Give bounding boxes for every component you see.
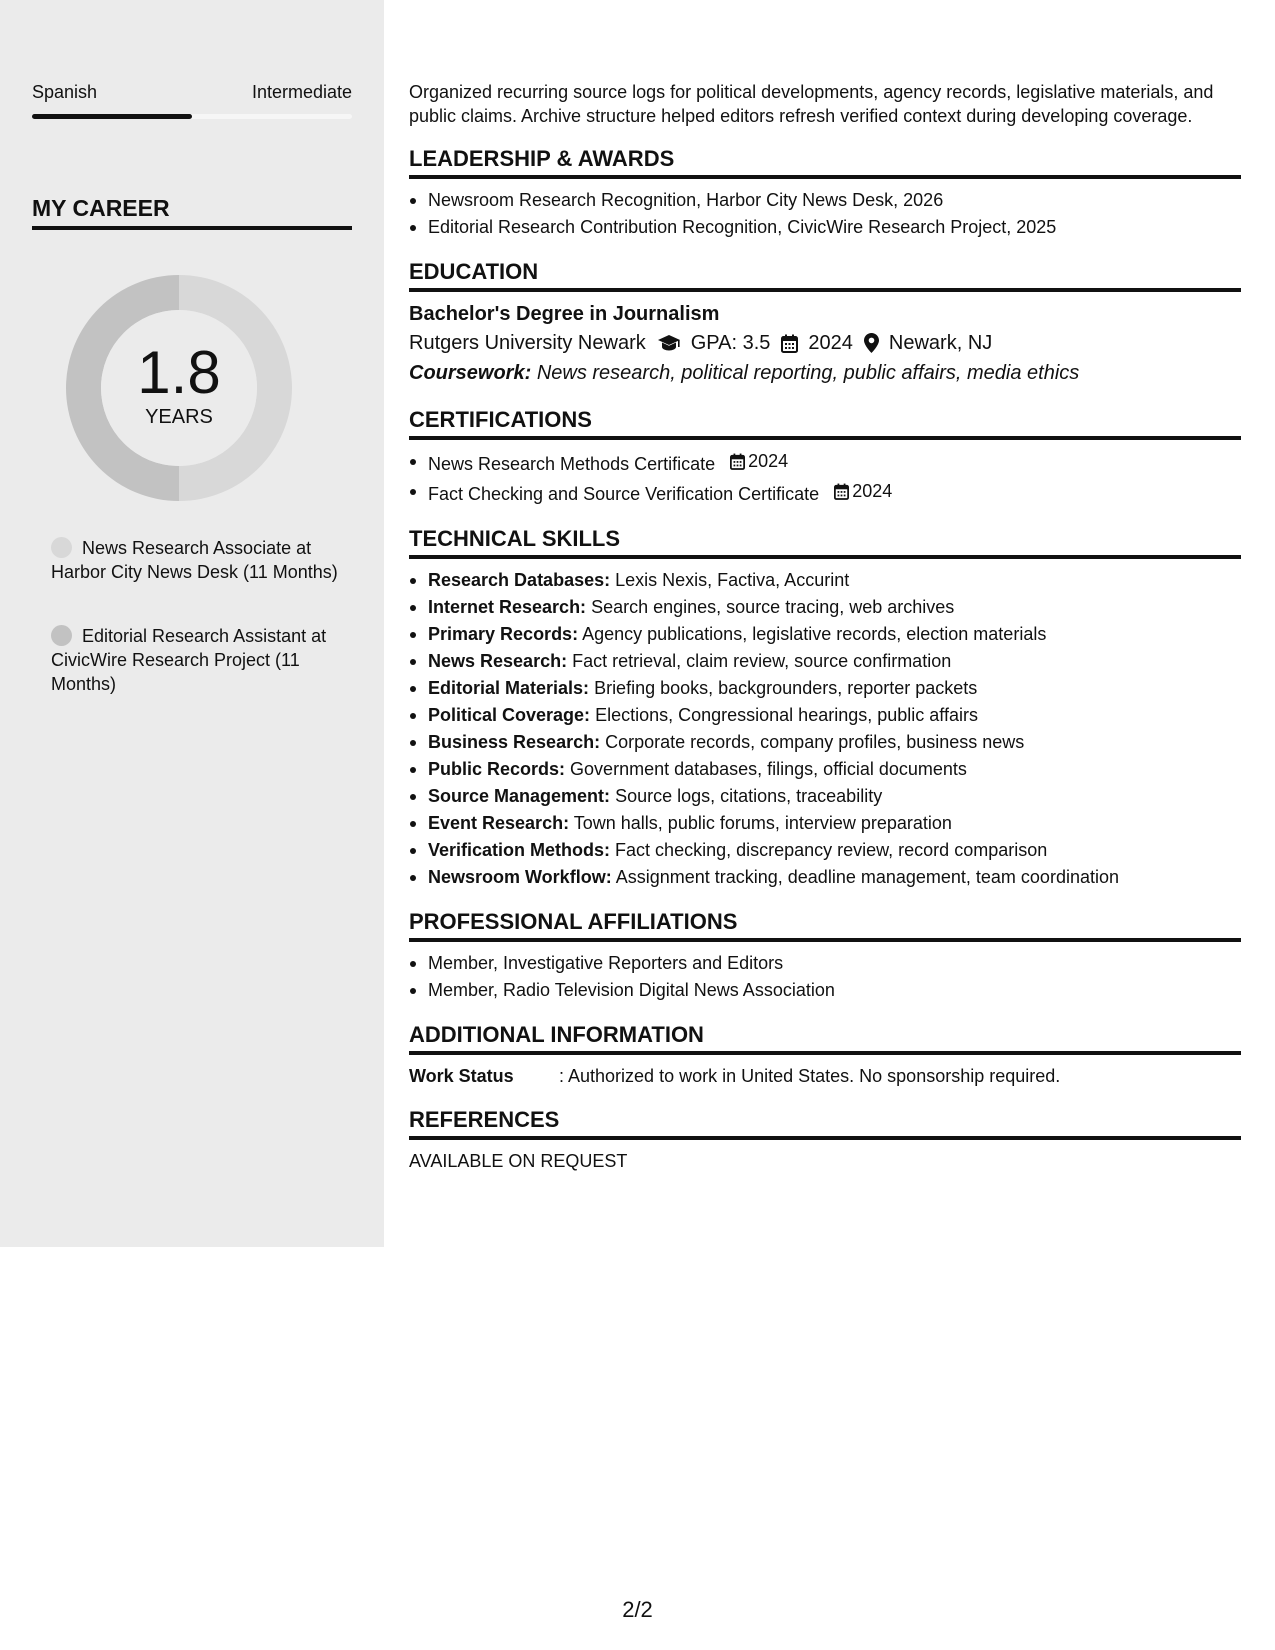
skill-text: Fact checking, discrepancy review, record comparison bbox=[615, 840, 1048, 860]
skill-label: Public Records: bbox=[428, 759, 566, 779]
skill-item bbox=[409, 810, 1241, 837]
map-pin-icon bbox=[864, 333, 879, 353]
certifications-list bbox=[409, 448, 1241, 508]
calendar-icon bbox=[834, 483, 849, 500]
skills-heading: TECHNICAL SKILLS bbox=[409, 526, 1241, 559]
language-proficiency-bar bbox=[32, 114, 352, 119]
skill-label: Political Coverage: bbox=[428, 705, 591, 725]
coursework-label: Coursework: bbox=[409, 362, 532, 384]
skill-item bbox=[409, 864, 1241, 891]
skill-item bbox=[409, 648, 1241, 675]
education-heading: EDUCATION bbox=[409, 259, 1241, 292]
skill-text: Source logs, citations, traceability bbox=[615, 786, 883, 806]
skill-text: Corporate records, company profiles, business news bbox=[605, 732, 1025, 752]
experience-years-label: YEARS bbox=[145, 405, 213, 428]
career-item-text: News Research Associate at Harbor City News Desk (11 Months) bbox=[51, 538, 338, 582]
skill-item bbox=[409, 756, 1241, 783]
sidebar bbox=[0, 0, 384, 1247]
skill-label: Newsroom Workflow: bbox=[428, 867, 612, 887]
skill-label: Primary Records: bbox=[428, 624, 579, 644]
skill-item bbox=[409, 837, 1241, 864]
list-item: Newsroom Research Recognition, Harbor City News Desk, 2026 bbox=[409, 187, 1241, 214]
page-number: 2/2 bbox=[622, 1597, 653, 1622]
skill-label: Business Research: bbox=[428, 732, 601, 752]
certification-name: Fact Checking and Source Verification Certificate bbox=[428, 484, 820, 504]
list-item: Editorial Research Contribution Recognition, CivicWire Research Project, 2025 bbox=[409, 214, 1241, 241]
calendar-icon bbox=[781, 334, 798, 353]
language-row bbox=[32, 82, 352, 103]
certification-name: News Research Methods Certificate bbox=[428, 454, 716, 474]
list-item: Member, Investigative Reporters and Editors bbox=[409, 950, 1241, 977]
experience-years-value: 1.8 bbox=[137, 338, 221, 406]
additional-info-heading: ADDITIONAL INFORMATION bbox=[409, 1022, 1241, 1055]
skill-item bbox=[409, 702, 1241, 729]
skill-item bbox=[409, 594, 1241, 621]
language-name: Spanish bbox=[32, 82, 98, 102]
skill-item bbox=[409, 783, 1241, 810]
skill-label: Verification Methods: bbox=[428, 840, 611, 860]
career-heading: MY CAREER bbox=[32, 195, 352, 230]
skill-label: Research Databases: bbox=[428, 570, 611, 590]
career-legend-dot bbox=[51, 625, 72, 646]
skill-text: Briefing books, backgrounders, reporter packets bbox=[594, 678, 978, 698]
career-item-text: Editorial Research Assistant at CivicWire Research Project (11 Months) bbox=[51, 626, 327, 694]
skill-text: Government databases, filings, official documents bbox=[570, 759, 967, 779]
skill-item bbox=[409, 621, 1241, 648]
language-proficiency-fill bbox=[32, 114, 192, 119]
skill-text: Town halls, public forums, interview preparation bbox=[573, 813, 952, 833]
calendar-icon bbox=[730, 453, 745, 470]
intro-paragraph: Organized recurring source logs for political developments, agency records, legislative materials, and public claims. Archive structure helped editors refresh verified context during developing coverage. bbox=[409, 82, 1214, 126]
skill-label: Source Management: bbox=[428, 786, 611, 806]
career-legend-dot bbox=[51, 537, 72, 558]
awards-heading: LEADERSHIP & AWARDS bbox=[409, 146, 1241, 179]
work-status-row bbox=[409, 1063, 1241, 1089]
language-level: Intermediate bbox=[251, 82, 352, 102]
education-location: Newark, NJ bbox=[888, 332, 993, 354]
work-status-value: : Authorized to work in United States. No sponsorship required. bbox=[559, 1066, 1061, 1086]
certification-year: 2024 bbox=[852, 481, 893, 501]
skill-text: Lexis Nexis, Factiva, Accurint bbox=[615, 570, 850, 590]
skill-label: Internet Research: bbox=[428, 597, 587, 617]
main-content bbox=[409, 80, 1241, 1174]
certification-year: 2024 bbox=[748, 451, 789, 471]
skill-label: News Research: bbox=[428, 651, 568, 671]
education-year: 2024 bbox=[808, 332, 853, 354]
skill-label: Editorial Materials: bbox=[428, 678, 590, 698]
education-coursework bbox=[409, 358, 1241, 389]
affiliations-list bbox=[409, 950, 1241, 1004]
skill-item bbox=[409, 675, 1241, 702]
list-item: Member, Radio Television Digital News Association bbox=[409, 977, 1241, 1004]
awards-list bbox=[409, 187, 1241, 241]
education-gpa: GPA: 3.5 bbox=[690, 332, 771, 354]
career-item bbox=[51, 624, 341, 696]
skills-list bbox=[409, 567, 1241, 891]
list-item bbox=[409, 448, 1241, 478]
skill-item bbox=[409, 729, 1241, 756]
skill-text: Elections, Congressional hearings, public affairs bbox=[595, 705, 978, 725]
education-meta bbox=[409, 328, 1241, 358]
list-item bbox=[409, 478, 1241, 508]
graduation-cap-icon bbox=[657, 334, 681, 352]
skill-text: Search engines, source tracing, web archives bbox=[591, 597, 955, 617]
education-degree: Bachelor's Degree in Journalism bbox=[409, 303, 720, 325]
certifications-heading: CERTIFICATIONS bbox=[409, 407, 1241, 440]
career-item bbox=[51, 536, 341, 584]
work-status-label: Work Status bbox=[409, 1066, 514, 1086]
references-text: AVAILABLE ON REQUEST bbox=[409, 1151, 628, 1171]
skill-text: Agency publications, legislative records, election materials bbox=[582, 624, 1047, 644]
skill-text: Fact retrieval, claim review, source confirmation bbox=[572, 651, 952, 671]
references-heading: REFERENCES bbox=[409, 1107, 1241, 1140]
education-school: Rutgers University Newark bbox=[409, 332, 646, 354]
skill-label: Event Research: bbox=[428, 813, 570, 833]
coursework-text: News research, political reporting, public affairs, media ethics bbox=[536, 362, 1080, 384]
experience-total bbox=[66, 275, 292, 501]
skill-item bbox=[409, 567, 1241, 594]
affiliations-heading: PROFESSIONAL AFFILIATIONS bbox=[409, 909, 1241, 942]
skill-text: Assignment tracking, deadline management, team coordination bbox=[615, 867, 1119, 887]
